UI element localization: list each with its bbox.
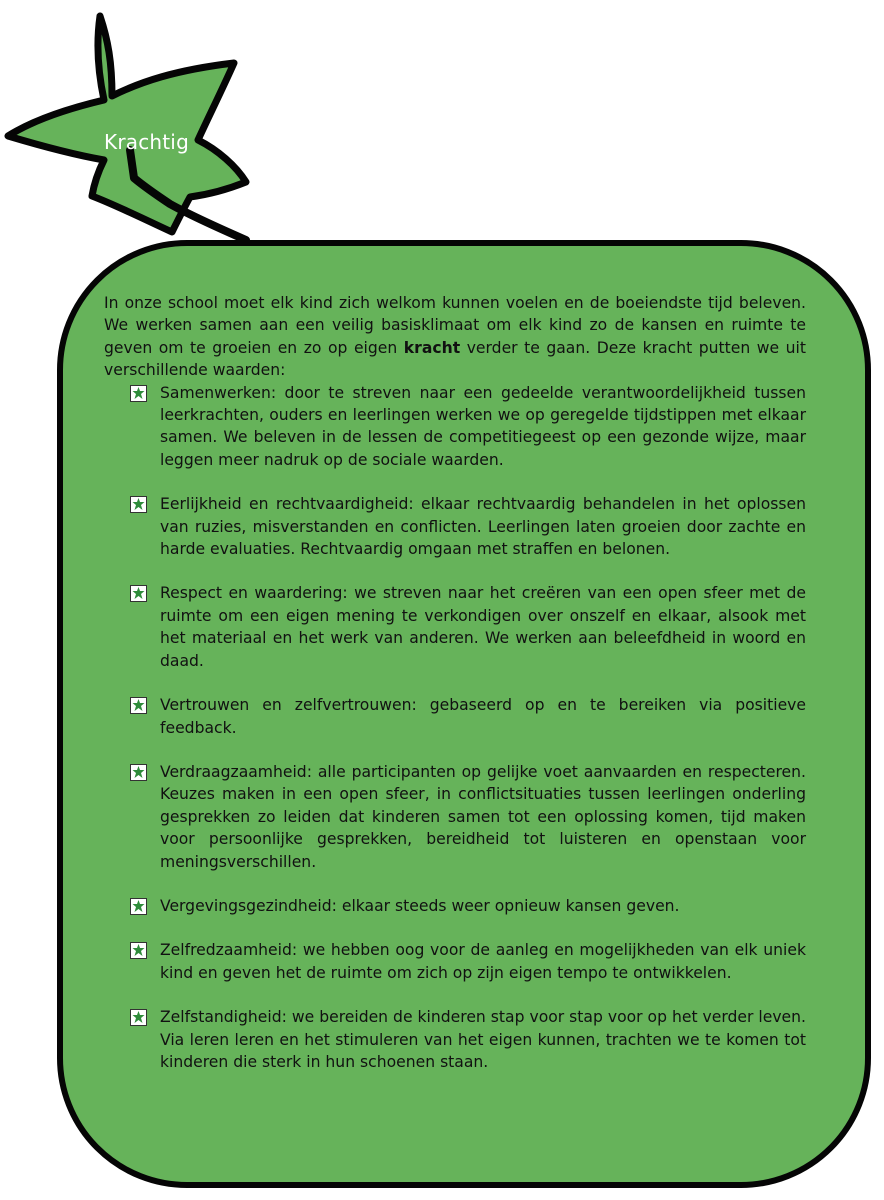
value-item-respect <box>104 582 806 672</box>
value-text: alle participanten op gelijke voet aanvaarden en respecteren. Keuzes maken in een open sfeer, in conflictsituaties tussen leerlingen onderling gesprekken zo leiden dat kinderen samen tot een oplossing komen, tijd maken voor persoonlijke gesprekken, bereidheid tot luisteren en openstaan voor meningsverschillen. <box>160 762 806 871</box>
value-item-zelfstandigheid <box>104 1006 806 1073</box>
intro-text-before: In onze school moet elk kind zich welkom kunnen voelen en de boeiendste tijd beleven. We werken samen aan een veilig basisklimaat om elk kind zo de kansen en ruimte te geven om te groeien en zo op eigen <box>104 294 806 357</box>
leaf-title: Krachtig <box>104 130 189 154</box>
leaf-bullet-icon <box>130 697 147 714</box>
leaf-bullet-icon <box>130 385 147 402</box>
leaf-bullet-icon <box>130 585 147 602</box>
value-name: Vertrouwen en zelfvertrouwen : <box>160 696 417 714</box>
value-name: Samenwerken : <box>160 384 276 402</box>
value-text: door te streven naar een gedeelde verantwoordelijkheid tussen leerkrachten, ouders en leerlingen werken we op geregelde tijdstippen met elkaar samen. We beleven in de lessen de competitiegeest op een gezonde wijze, maar leggen meer nadruk op de sociale waarden. <box>160 383 806 469</box>
value-name: Verdraagzaamheid : <box>160 763 312 781</box>
value-name: Zelfredzaamheid : <box>160 941 297 959</box>
intro-text-after: verder te gaan. Deze kracht putten we uit verschillende waarden: <box>104 338 806 380</box>
value-text: we streven naar het creëren van een open sfeer met de ruimte om een eigen mening te verkondigen over onszelf en elkaar, alsook met het materiaal en het werk van anderen. We werken aan beleefdheid in woord en daad. <box>160 584 807 670</box>
value-item-eerlijkheid <box>104 493 806 560</box>
value-text: elkaar steeds weer opnieuw kansen geven. <box>336 896 680 915</box>
value-text: elkaar rechtvaardig behandelen in het oplossen van ruzies, misverstanden en conflicten. Leerlingen laten groeien door zachte en harde evaluaties. Rechtvaardig omgaan met straffen en belonen. <box>160 495 807 559</box>
leaf-bullet-icon <box>130 496 147 513</box>
leaf-bullet-icon <box>130 1009 147 1026</box>
value-item-vertrouwen <box>104 694 806 739</box>
value-item-verdraagzaamheid <box>104 761 806 873</box>
value-text: we hebben oog voor de aanleg en mogelijkheden van elk uniek kind en geven het de ruimte om zich op zijn eigen tempo te ontwikkelen. <box>160 941 806 982</box>
value-name: Vergevingsgezindheid : <box>160 897 337 915</box>
value-item-samenwerken <box>104 382 806 472</box>
values-list <box>104 382 806 1074</box>
value-name: Eerlijkheid en rechtvaardigheid : <box>160 495 414 513</box>
leaf-bullet-icon <box>130 898 147 915</box>
intro-paragraph <box>104 292 806 382</box>
leaf-bullet-icon <box>130 764 147 781</box>
content-body <box>104 292 806 1095</box>
intro-emphasis: kracht <box>403 338 461 357</box>
value-text: gebaseerd op en te bereiken via positieve feedback. <box>160 696 806 737</box>
value-name: Zelfstandigheid : <box>160 1008 287 1026</box>
leaf-bullet-icon <box>130 942 147 959</box>
value-text: we bereiden de kinderen stap voor stap voor op het verder leven. Via leren leren en het stimuleren van het eigen kunnen, trachten we te komen tot kinderen die sterk in hun schoenen staan. <box>160 1008 806 1071</box>
value-item-zelfredzaamheid <box>104 939 806 984</box>
value-item-vergevingsgezindheid <box>104 895 806 917</box>
value-name: Respect en waardering : <box>160 584 348 602</box>
